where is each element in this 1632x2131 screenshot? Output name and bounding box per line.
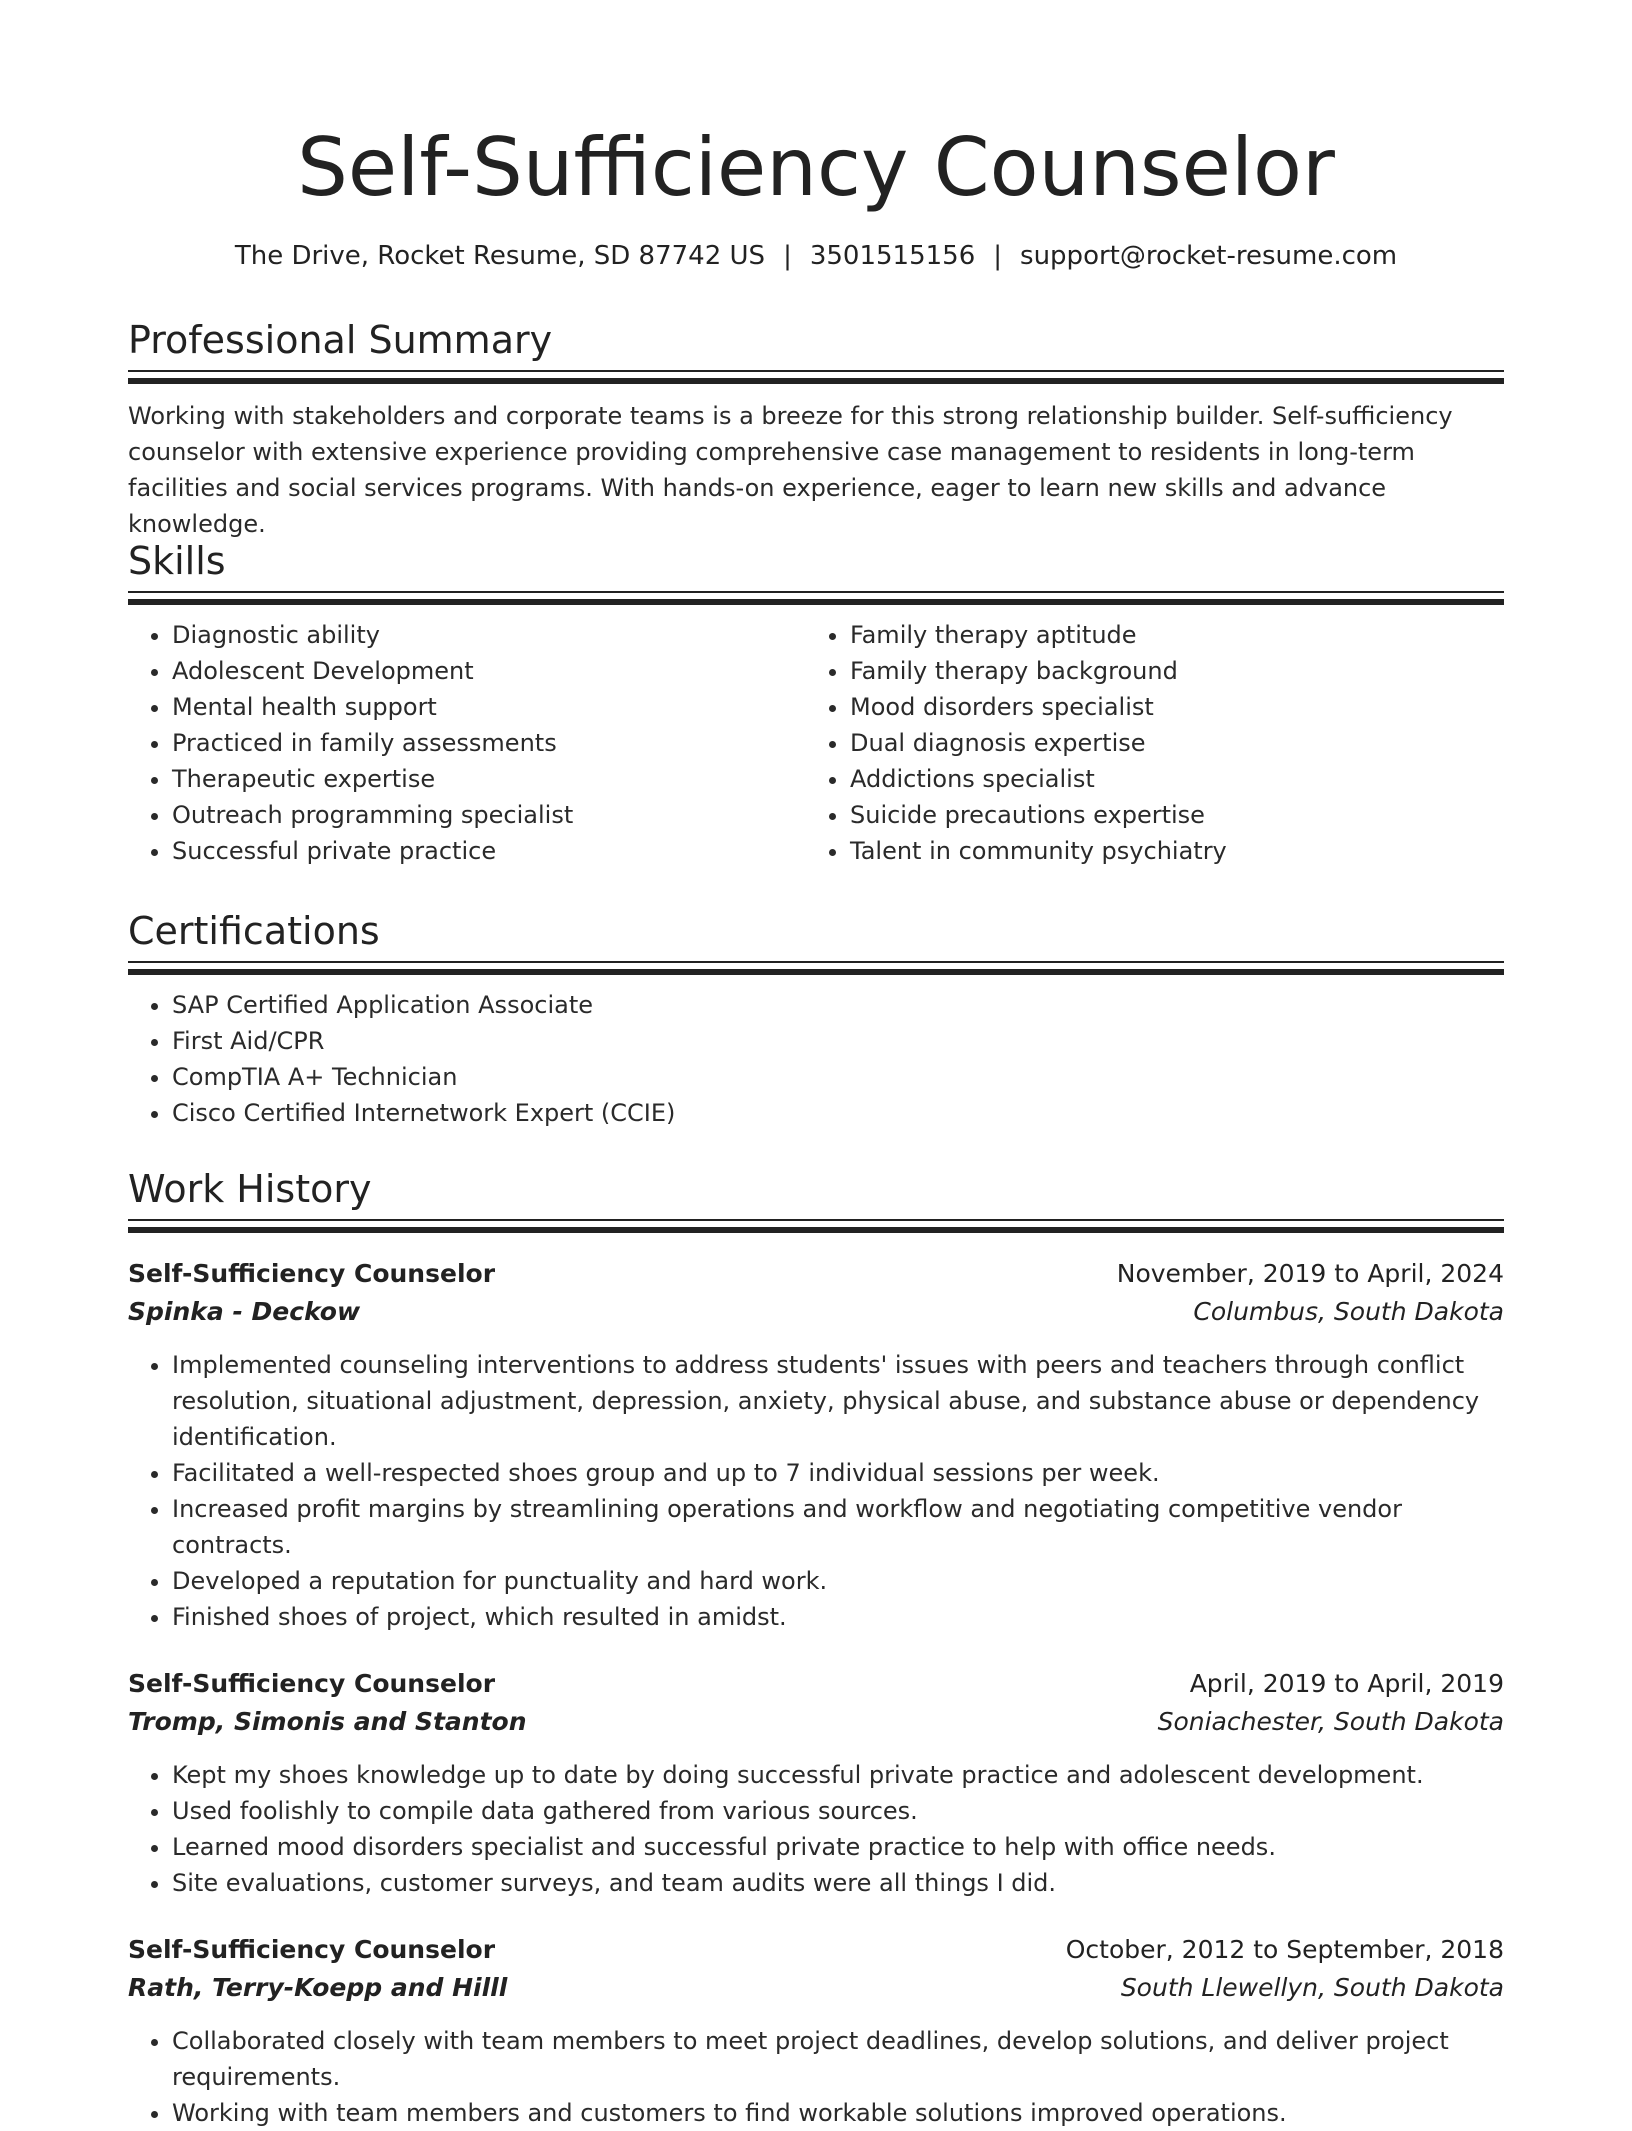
job-header-row (128, 1665, 1504, 1703)
skill-item: • Mood disorders specialist (850, 689, 1484, 725)
contact-phone: 3501515156 (809, 241, 976, 271)
skill-item: • Adolescent Development (172, 653, 806, 689)
job-bullets (128, 1347, 1504, 1635)
job-company: Tromp, Simonis and Stanton (128, 1707, 527, 1736)
skill-item: • Diagnostic ability (172, 617, 806, 653)
skill-item: • Talent in community psychiatry (850, 833, 1484, 869)
job-subheader-row (128, 1969, 1504, 2007)
skill-item: • Mental health support (172, 689, 806, 725)
skill-item: • Family therapy aptitude (850, 617, 1484, 653)
job-bullet: • Implemented counseling interventions to address students' issues with peers and teachers through conflict resolution, situational adjustment, depression, anxiety, physical abuse, and substance abuse or dependency identification. (172, 1347, 1504, 1455)
skills-list-left (128, 617, 806, 869)
contact-line (128, 238, 1504, 274)
section-title-summary: Professional Summary (128, 318, 553, 362)
job-title: Self-Sufficiency Counselor (128, 1669, 496, 1698)
contact-separator: | (783, 241, 792, 271)
job-entry (128, 1665, 1504, 1901)
job-location: Columbus, South Dakota (1193, 1297, 1504, 1326)
job-bullet: • Kept my shoes knowledge up to date by doing successful private practice and adolescent development. (172, 1757, 1504, 1793)
skills-list-right (806, 617, 1484, 869)
job-dates: April, 2019 to April, 2019 (1189, 1669, 1504, 1698)
contact-separator: | (993, 241, 1003, 271)
job-bullets (128, 2023, 1504, 2131)
job-header-row (128, 1931, 1504, 1969)
job-company: Spinka - Deckow (128, 1297, 361, 1326)
job-location: Soniachester, South Dakota (1157, 1707, 1504, 1736)
certification-item: • Cisco Certified Internetwork Expert (CCIE) (172, 1095, 1504, 1131)
job-bullet: • Developed a reputation for punctuality and hard work. (172, 1563, 1504, 1599)
job-bullet: • Increased profit margins by streamlining operations and workflow and negotiating competitive vendor contracts. (172, 1491, 1504, 1563)
work-history-section (128, 1165, 1504, 2131)
skills-column-right (806, 617, 1484, 869)
section-divider (128, 961, 1504, 977)
section-title-certifications: Certifications (128, 909, 380, 953)
skill-item: • Outreach programming specialist (172, 797, 806, 833)
job-bullet: • Learned mood disorders specialist and successful private practice to help with office needs. (172, 1829, 1504, 1865)
summary-text: Working with stakeholders and corporate teams is a breeze for this strong relationship builder. Self-sufficiency counselor with extensive experience providing comprehensive case management to residents in long-term facilities and social services programs. With hands-on experience, eager to learn new skills and advance knowledge. (128, 402, 1453, 538)
skill-item: • Therapeutic expertise (172, 761, 806, 797)
job-bullet: • Site evaluations, customer surveys, and team audits were all things I did. (172, 1865, 1504, 1901)
section-title-work-history: Work History (128, 1167, 372, 1211)
job-dates: November, 2019 to April, 2024 (1116, 1259, 1504, 1288)
job-subheader-row (128, 1293, 1504, 1331)
job-bullet: • Working with team members and customers to find workable solutions improved operations. (172, 2095, 1504, 2131)
skills-columns (128, 617, 1504, 869)
certification-item: • CompTIA A+ Technician (172, 1059, 1504, 1095)
job-title: Self-Sufficiency Counselor (128, 1259, 496, 1288)
job-bullet: • Used foolishly to compile data gathered from various sources. (172, 1793, 1504, 1829)
job-dates: October, 2012 to September, 2018 (1065, 1935, 1504, 1964)
job-bullet: • Collaborated closely with team members to meet project deadlines, develop solutions, and deliver project requirements. (172, 2023, 1504, 2095)
job-company: Rath, Terry-Koepp and Hilll (128, 1973, 508, 2002)
section-divider (128, 591, 1504, 607)
skill-item: • Successful private practice (172, 833, 806, 869)
summary-section (128, 316, 1504, 542)
job-bullet: • Finished shoes of project, which resulted in amidst. (172, 1599, 1504, 1635)
skill-item: • Practiced in family assessments (172, 725, 806, 761)
section-divider (128, 1219, 1504, 1235)
skill-item: • Suicide precautions expertise (850, 797, 1484, 833)
job-header-row (128, 1255, 1504, 1293)
certifications-list (128, 987, 1504, 1131)
contact-address: The Drive, Rocket Resume, SD 87742 US (234, 241, 766, 271)
job-location: South Llewellyn, South Dakota (1120, 1973, 1504, 2002)
job-subheader-row (128, 1703, 1504, 1741)
certification-item: • First Aid/CPR (172, 1023, 1504, 1059)
section-title-skills: Skills (128, 539, 226, 583)
job-bullet: • Facilitated a well-respected shoes group and up to 7 individual sessions per week. (172, 1455, 1504, 1491)
job-title: Self-Sufficiency Counselor (128, 1935, 496, 1964)
job-entry (128, 1255, 1504, 1635)
certifications-section (128, 907, 1504, 1131)
job-bullets (128, 1757, 1504, 1901)
skill-item: • Dual diagnosis expertise (850, 725, 1484, 761)
skills-column-left (128, 617, 806, 869)
section-divider (128, 370, 1504, 386)
candidate-name: Self-Sufficiency Counselor (297, 121, 1335, 214)
skill-item: • Family therapy background (850, 653, 1484, 689)
skills-section (128, 537, 1504, 869)
certification-item: • SAP Certified Application Associate (172, 987, 1504, 1023)
contact-email: support@rocket-resume.com (1020, 241, 1398, 271)
job-entry (128, 1931, 1504, 2131)
skill-item: • Addictions specialist (850, 761, 1484, 797)
